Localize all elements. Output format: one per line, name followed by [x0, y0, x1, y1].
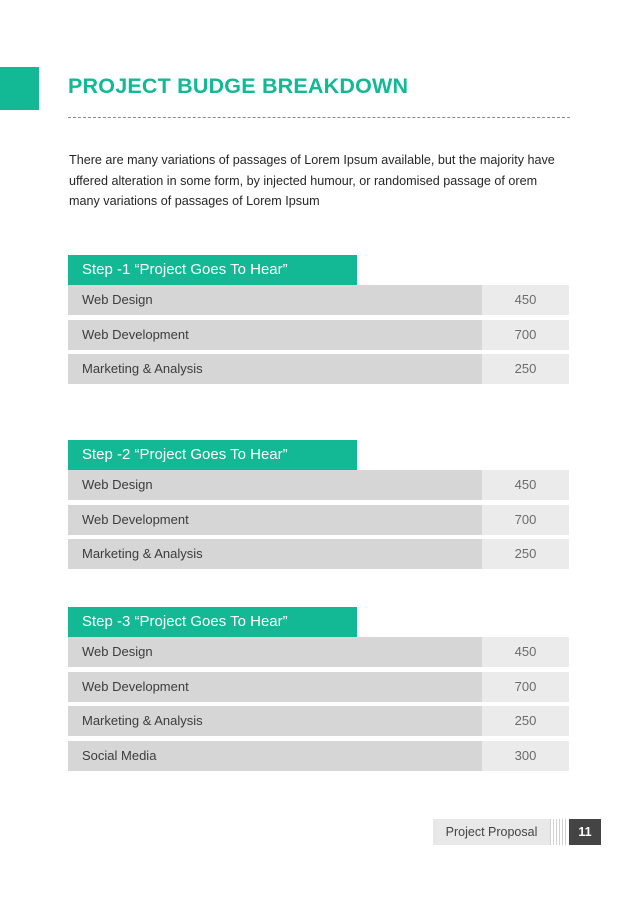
row-value: 450 [482, 285, 569, 315]
row-label: Web Design [68, 470, 482, 500]
budget-step-1 [68, 255, 569, 389]
budget-row [68, 470, 569, 500]
row-value: 450 [482, 470, 569, 500]
budget-row [68, 706, 569, 736]
row-value: 250 [482, 539, 569, 569]
page-title: PROJECT BUDGE BREAKDOWN [68, 74, 409, 98]
row-label: Web Development [68, 505, 482, 535]
row-label: Social Media [68, 741, 482, 771]
row-value: 700 [482, 672, 569, 702]
row-label: Web Design [68, 285, 482, 315]
budget-row [68, 741, 569, 771]
footer-document-label: Project Proposal [433, 819, 550, 845]
intro-paragraph: There are many variations of passages of Lorem Ipsum available, but the majority have uffered alteration in some form, by injected humour, or randomised passage of orem many variations of passages of Lorem Ipsum [69, 153, 555, 208]
step-header: Step -3 “Project Goes To Hear” [68, 607, 357, 637]
row-label: Web Development [68, 320, 482, 350]
step-header: Step -2 “Project Goes To Hear” [68, 440, 357, 470]
budget-row [68, 539, 569, 569]
accent-block [0, 67, 39, 110]
budget-row [68, 354, 569, 384]
row-label: Marketing & Analysis [68, 354, 482, 384]
title-divider [68, 117, 570, 118]
row-value: 700 [482, 505, 569, 535]
budget-step-2 [68, 440, 569, 574]
budget-row [68, 637, 569, 667]
footer-stripe-decoration [550, 819, 568, 845]
row-label: Marketing & Analysis [68, 539, 482, 569]
step-header: Step -1 “Project Goes To Hear” [68, 255, 357, 285]
budget-row [68, 285, 569, 315]
row-value: 250 [482, 354, 569, 384]
budget-row [68, 320, 569, 350]
row-value: 250 [482, 706, 569, 736]
page-number: 11 [569, 819, 601, 845]
row-label: Marketing & Analysis [68, 706, 482, 736]
row-label: Web Development [68, 672, 482, 702]
row-value: 450 [482, 637, 569, 667]
row-value: 700 [482, 320, 569, 350]
row-label: Web Design [68, 637, 482, 667]
budget-row [68, 505, 569, 535]
budget-row [68, 672, 569, 702]
budget-step-3 [68, 607, 569, 775]
row-value: 300 [482, 741, 569, 771]
